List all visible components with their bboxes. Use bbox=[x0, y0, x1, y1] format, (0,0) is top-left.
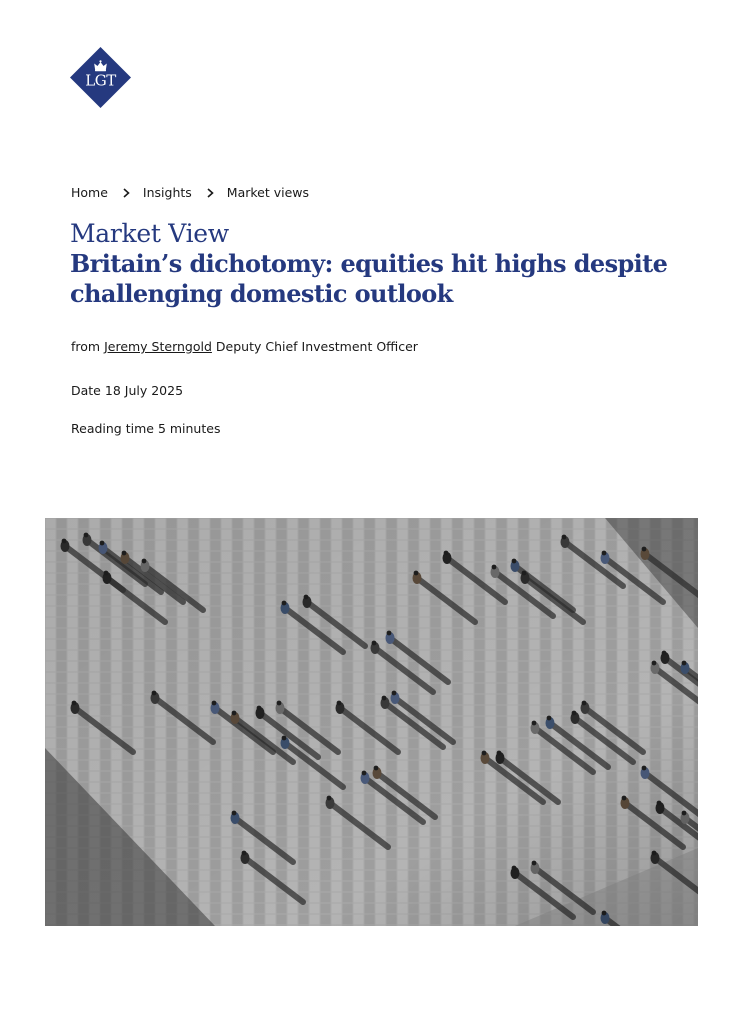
breadcrumb-market-views[interactable]: Market views bbox=[226, 185, 310, 200]
svg-text:LGT: LGT bbox=[85, 71, 116, 90]
date-label: Date bbox=[71, 383, 101, 398]
article-kicker: Market View bbox=[70, 219, 229, 248]
article-heading bbox=[70, 219, 690, 309]
breadcrumb-insights[interactable]: Insights bbox=[142, 185, 192, 200]
date-value: 18 July 2025 bbox=[104, 383, 184, 398]
article-title-line-2: challenging domestic outlook bbox=[70, 279, 453, 308]
author-prefix: from bbox=[71, 339, 101, 354]
article-reading-time bbox=[71, 421, 220, 436]
article-date bbox=[71, 383, 183, 398]
lgt-logo[interactable] bbox=[70, 47, 131, 108]
article-title bbox=[70, 249, 690, 309]
article-author bbox=[71, 339, 418, 354]
article-title-line-1: Britain’s dichotomy: equities hit highs despite bbox=[70, 249, 668, 278]
aerial-crowd-photo bbox=[45, 518, 698, 926]
chevron-right-icon bbox=[203, 186, 217, 200]
breadcrumb bbox=[71, 185, 309, 200]
hero-image bbox=[45, 518, 698, 926]
reading-time-value: 5 minutes bbox=[157, 421, 221, 436]
chevron-right-icon bbox=[119, 186, 133, 200]
breadcrumb-home[interactable]: Home bbox=[71, 185, 108, 200]
reading-time-label: Reading time bbox=[71, 421, 154, 436]
author-link[interactable]: Jeremy Sterngold bbox=[104, 339, 212, 354]
author-role: Deputy Chief Investment Officer bbox=[215, 339, 418, 354]
